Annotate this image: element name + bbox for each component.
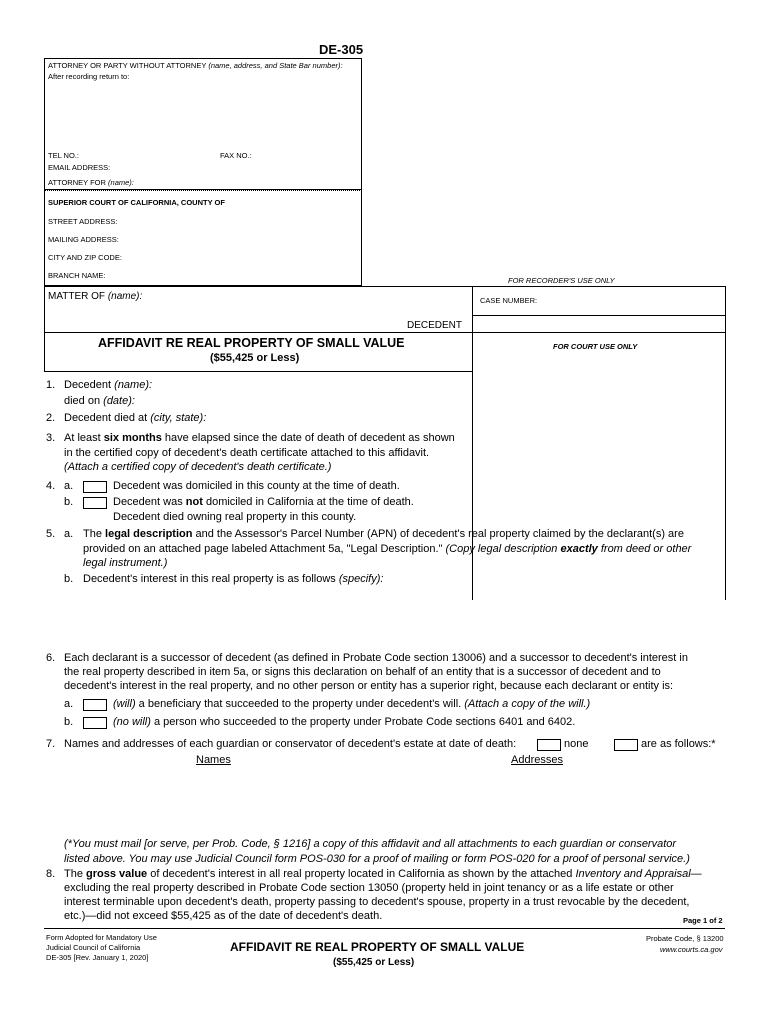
item-6-number: 6. — [46, 652, 56, 664]
item-6a-will: (will) — [113, 698, 136, 710]
item-7-none-checkbox[interactable] — [537, 739, 561, 751]
item-8-gross-value: gross value — [86, 868, 148, 880]
item-6-line2: the real property described in item 5a, or signs this declaration on behalf of an entity that is a successor of decedent and to — [64, 666, 661, 678]
item-4b-text-3: domiciled in California at the time of death. — [205, 496, 414, 508]
item-5a-line1 — [83, 527, 684, 542]
item-8-text: of decedent's interest in all real property located in California as shown by the attached — [150, 868, 573, 880]
item-4b-text-1: Decedent was — [113, 496, 183, 508]
item-7-follows-label: are as follows:* — [641, 738, 716, 750]
item-2-text — [64, 411, 206, 426]
item-6-line1: Each declarant is a successor of decedent (as defined in Probate Code section 13006) and a successor to decedent's interest in — [64, 652, 688, 664]
item-1-decedent-italic: (name): — [114, 379, 153, 391]
item-5b-text — [83, 572, 383, 587]
item-7-names-header: Names — [196, 754, 231, 766]
attorney-label — [48, 61, 343, 70]
decedent-label: DECEDENT — [407, 320, 463, 331]
matter-of-label — [48, 291, 142, 302]
item-4b-line2: Decedent died owning real property in this county. — [113, 511, 357, 523]
case-number-label: CASE NUMBER: — [480, 296, 538, 305]
item-6a-label: a beneficiary that succeeded to the property under decedent's will. — [138, 698, 462, 710]
item-6b-label: a person who succeeded to the property under Probate Code sections 6401 and 6402. — [153, 716, 576, 728]
attorney-label-italic: (name, address, and State Bar number): — [208, 61, 343, 70]
item-5a-text: and the Assessor's Parcel Number (APN) of decedent's real property claimed by the declarant(s) are — [195, 528, 684, 540]
matter-top-line — [44, 286, 725, 287]
item-1-number: 1. — [46, 379, 56, 391]
item-2-label: Decedent died at — [64, 412, 148, 424]
item-3-a: At least — [64, 432, 101, 444]
item-4a-letter: a. — [64, 480, 74, 492]
item-5a-line2-italic2: from deed or other — [600, 543, 692, 555]
item-1-decedent — [64, 378, 152, 393]
attorney-for-italic: (name): — [108, 178, 134, 187]
footer-subtitle: ($55,425 or Less) — [333, 957, 415, 968]
matter-bottom-line — [44, 332, 725, 333]
item-8-inventory: Inventory and Appraisal — [575, 868, 691, 880]
item-6-line3: decedent's interest in the real property, and no other person or entity has a superior right, because each declarant or entity is: — [64, 680, 674, 692]
item-5a-line2-text: provided on an attached page labeled Attachment 5a, "Legal Description." — [83, 543, 443, 555]
item-1-died-on — [64, 394, 135, 409]
footer-title: AFFIDAVIT RE REAL PROPERTY OF SMALL VALUE — [230, 940, 525, 954]
item-5a-line3: legal instrument.) — [83, 557, 168, 569]
item-8-dash: — — [690, 868, 702, 880]
matter-of-text: MATTER OF — [48, 291, 106, 302]
footer-site: www.courts.ca.gov — [660, 945, 723, 954]
street-label: STREET ADDRESS: — [48, 217, 118, 226]
court-label: SUPERIOR COURT OF CALIFORNIA, COUNTY OF — [48, 198, 225, 207]
item-1-died-text: died on — [64, 395, 101, 407]
footer-adopted-1: Form Adopted for Mandatory Use — [46, 933, 157, 942]
mailing-label: MAILING ADDRESS: — [48, 235, 119, 244]
item-6a-checkbox[interactable] — [83, 699, 107, 711]
attorney-for-text: ATTORNEY FOR — [48, 178, 106, 187]
note-line1: (*You must mail [or serve, per Prob. Code, § 1216] a copy of this affidavit and all attachments to each guardian or conservator — [64, 838, 677, 850]
item-5a-exactly: exactly — [560, 543, 598, 555]
item-6a-text — [113, 697, 590, 712]
footer-adopted-2: Judicial Council of California — [46, 943, 141, 952]
court-use-label: FOR COURT USE ONLY — [553, 342, 638, 351]
item-7-follows-checkbox[interactable] — [614, 739, 638, 751]
recorders-use-label: FOR RECORDER'S USE ONLY — [508, 276, 615, 285]
item-5a-line2 — [83, 542, 691, 557]
item-6b-text — [113, 715, 575, 730]
attorney-for-label — [48, 178, 134, 187]
item-7-number: 7. — [46, 738, 56, 750]
item-8-line4: etc.)—did not exceed $55,425 as of the date of decedent's death. — [64, 910, 383, 922]
item-5b-letter: b. — [64, 573, 74, 585]
item-4a-checkbox[interactable] — [83, 481, 107, 493]
item-3-c: have elapsed since the date of death of decedent as shown — [164, 432, 455, 444]
item-6a-attach: (Attach a copy of the will.) — [464, 698, 591, 710]
item-3-line2: in the certified copy of decedent's death certificate attached to this affidavit. — [64, 447, 430, 459]
item-5a-line2-italic1: (Copy legal description — [445, 543, 558, 555]
form-subtitle: ($55,425 or Less) — [210, 352, 300, 364]
attorney-label-text: ATTORNEY OR PARTY WITHOUT ATTORNEY — [48, 61, 207, 70]
item-4b-text — [113, 495, 414, 510]
item-8-number: 8. — [46, 868, 56, 880]
item-4b-letter: b. — [64, 496, 74, 508]
footer-adopted-3: DE-305 [Rev. January 1, 2020] — [46, 953, 149, 962]
item-6b-checkbox[interactable] — [83, 717, 107, 729]
case-number-line — [472, 315, 725, 316]
item-8-the: The — [64, 868, 83, 880]
item-5b-italic: (specify): — [338, 573, 384, 585]
item-6b-no-will: (no will) — [113, 716, 151, 728]
item-6a-letter: a. — [64, 698, 74, 710]
item-4a-text: Decedent was domiciled in this county at the time of death. — [113, 480, 400, 492]
item-4b-not: not — [185, 496, 203, 508]
item-3-six-months: six months — [103, 432, 162, 444]
item-5-number: 5. — [46, 528, 56, 540]
item-6b-letter: b. — [64, 716, 74, 728]
matter-of-italic: (name): — [107, 291, 143, 302]
matter-left-line — [44, 286, 45, 372]
tel-label: TEL NO.: — [48, 151, 79, 160]
item-3-number: 3. — [46, 432, 56, 444]
item-1-decedent-text: Decedent — [64, 379, 112, 391]
item-2-italic: (city, state): — [150, 412, 207, 424]
right-edge-line — [725, 286, 726, 600]
item-7-addresses-header: Addresses — [511, 754, 563, 766]
item-5a-the: The — [83, 528, 102, 540]
item-7-text: Names and addresses of each guardian or conservator of decedent's estate at date of death: — [64, 738, 517, 750]
form-title: AFFIDAVIT RE REAL PROPERTY OF SMALL VALUE — [98, 336, 405, 350]
email-label: EMAIL ADDRESS: — [48, 163, 111, 172]
item-3-line1 — [64, 431, 455, 446]
item-2-number: 2. — [46, 412, 56, 424]
page-indicator: Page 1 of 2 — [683, 916, 723, 925]
note-line2: listed above. You may use Judicial Council form POS-030 for a proof of mailing or form POS-020 for a proof of personal service.) — [64, 853, 690, 865]
item-5b-label: Decedent's interest in this real property is as follows — [83, 573, 336, 585]
footer-code: Probate Code, § 13200 — [646, 934, 724, 943]
item-8-line1 — [64, 867, 702, 882]
fax-label: FAX NO.: — [220, 151, 252, 160]
item-5a-legal-description: legal description — [105, 528, 193, 540]
item-5a-letter: a. — [64, 528, 74, 540]
branch-label: BRANCH NAME: — [48, 271, 106, 280]
item-8-line3: interest terminable upon decedent's death, property passing to decedent's spouse, property in a trust revocable by the decedent, — [64, 896, 690, 908]
item-3-line3: (Attach a certified copy of decedent's death certificate.) — [64, 461, 332, 473]
after-recording-label: After recording return to: — [48, 72, 130, 81]
footer-line — [44, 928, 725, 929]
title-bottom-line — [44, 371, 472, 372]
item-7-none-label: none — [564, 738, 589, 750]
item-4-number: 4. — [46, 480, 56, 492]
city-zip-label: CITY AND ZIP CODE: — [48, 253, 122, 262]
item-4b-checkbox[interactable] — [83, 497, 107, 509]
item-1-died-italic: (date): — [103, 395, 135, 407]
form-number: DE-305 — [319, 42, 364, 57]
item-8-line2: excluding the real property described in Probate Code section 13050 (property held in joint tenancy or as a life estate or other — [64, 882, 674, 894]
